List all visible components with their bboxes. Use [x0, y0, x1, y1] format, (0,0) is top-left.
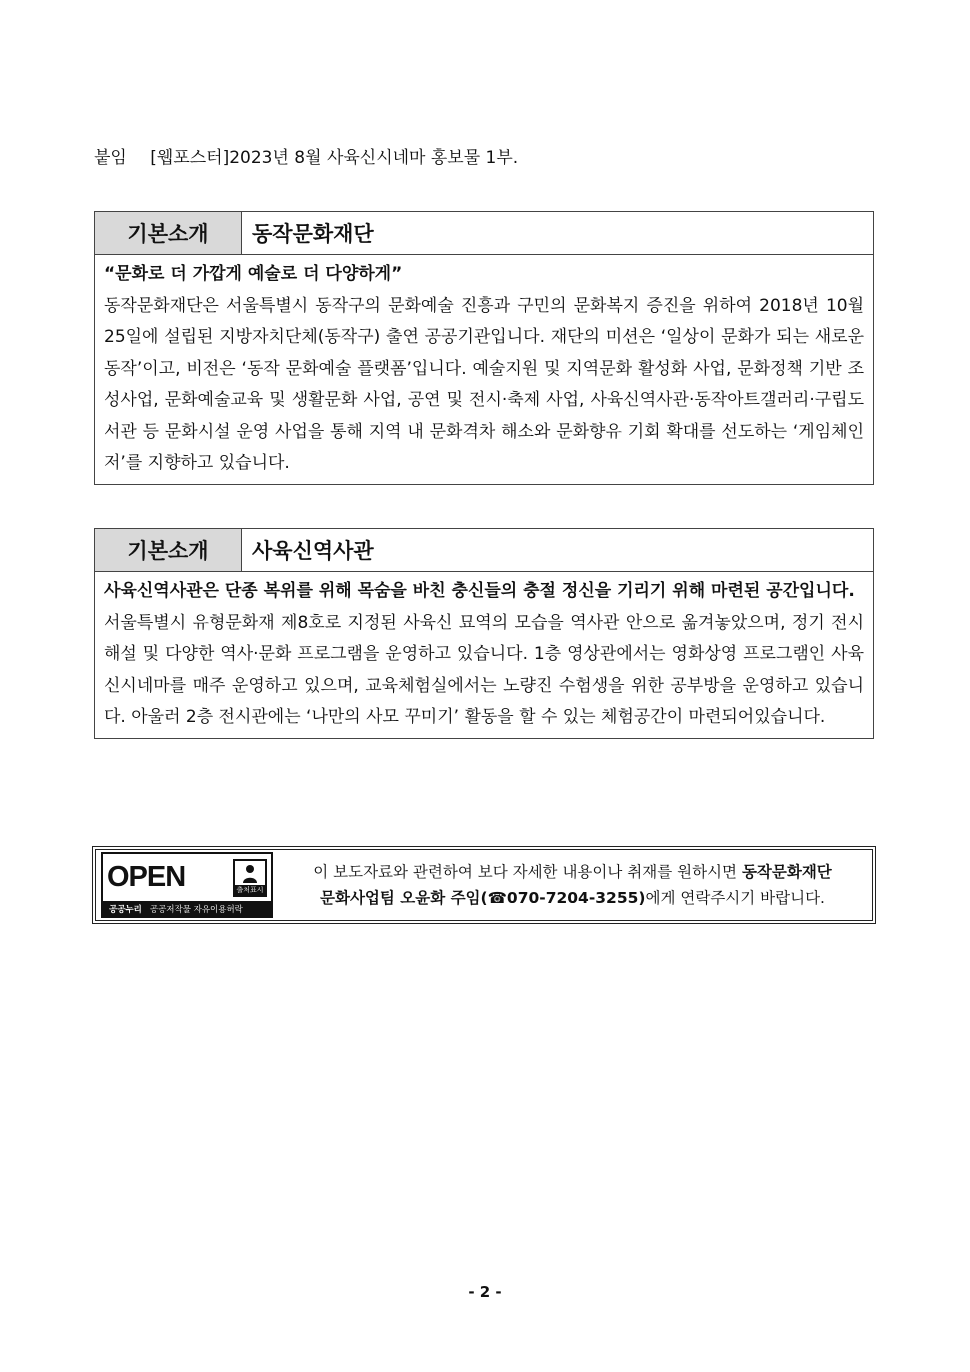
- contact-line-2-text: 에게 연락주시기 바랍니다.: [645, 889, 825, 907]
- contact-text: [273, 859, 872, 911]
- box-title: 사육신역사관: [252, 539, 374, 563]
- description: 동작문화재단은 서울특별시 동작구의 문화예술 진흥과 구민의 문화복지 증진을 위하여 2018년 10월 25일에 설립된 지방자치단체(동작구) 출연 공공기관입니다. 재단의 미션은 ‘일상이 문화가 되는 새로운 동작’이고, 비전은 ‘동작 문화예술 플랫폼’입니다. 예술지원 및 지역문화 활성화 사업, 문화정책 기반 조성사업, 문화예술교육 및 생활문화 사업, 공연 및 전시·축제 사업, 사육신역사관·동작아트갤러리·구립도서관 등 문화시설 운영 사업을 통해 지역 내 문화격차 해소와 문화향유 기회 확대를 선도하는 ‘게임체인저’를 지향하고 있습니다.: [104, 295, 864, 473]
- box-header: [95, 529, 873, 572]
- contact-inner: [95, 849, 873, 921]
- kogl-name: 공공누리: [109, 904, 142, 915]
- intro-box-foundation: [94, 211, 874, 485]
- slogan: “문화로 더 가깝게 예술로 더 다양하게”: [104, 264, 403, 284]
- box-title: 동작문화재단: [252, 222, 374, 246]
- attachment-text: [웹포스터]2023년 8월 사육신시네마 홍보물 1부.: [150, 148, 519, 168]
- box-tag: 기본소개: [95, 212, 242, 254]
- box-header: [95, 212, 873, 255]
- kogl-caption: 공공저작물 자유이용허락: [149, 904, 243, 915]
- contact-org: 동작문화재단: [741, 863, 832, 881]
- contact-line-2: [273, 885, 872, 911]
- contact-person: 문화사업팀 오윤화 주임(☎070-7204-3255): [320, 889, 646, 907]
- badge-text: 출처표시: [236, 885, 264, 894]
- intro-box-museum: [94, 528, 874, 739]
- contact-line-1: [273, 859, 872, 885]
- kogl-logo-bottom: [103, 901, 271, 916]
- attachment-label: 붙임: [94, 148, 127, 168]
- person-icon: [242, 864, 258, 884]
- attribution-badge: [233, 859, 267, 897]
- contact-box: [92, 846, 876, 924]
- contact-line-1-text: 이 보도자료와 관련하여 보다 자세한 내용이나 취재를 원하시면: [313, 863, 742, 881]
- kogl-open-text: OPEN: [107, 861, 186, 893]
- page-number: - 2 -: [468, 1283, 502, 1301]
- description: 서울특별시 유형문화재 제8호로 지정된 사육신 묘역의 모습을 역사관 안으로 옮겨놓았으며, 정기 전시해설 및 다양한 역사·문화 프로그램을 운영하고 있습니다. 1층 영상관에서는 영화상영 프로그램인 사육신시네마를 매주 운영하고 있으며, 교육체험실에서는 노량진 수험생을 위한 공부방을 운영하고 있습니다. 아울러 2층 전시관에는 ‘나만의 사모 꾸미기’ 활동을 할 수 있는 체험공간이 마련되어있습니다.: [104, 612, 864, 727]
- box-tag: 기본소개: [95, 529, 242, 571]
- kogl-logo-top: [103, 854, 271, 901]
- kogl-logo: [101, 852, 273, 918]
- box-body: [95, 255, 873, 484]
- box-body: [95, 572, 873, 738]
- attachment-line: [94, 143, 518, 168]
- lead-sentence: 사육신역사관은 단종 복위를 위해 목숨을 바친 충신들의 충절 정신을 기리기 위해 마련된 공간입니다.: [104, 581, 855, 601]
